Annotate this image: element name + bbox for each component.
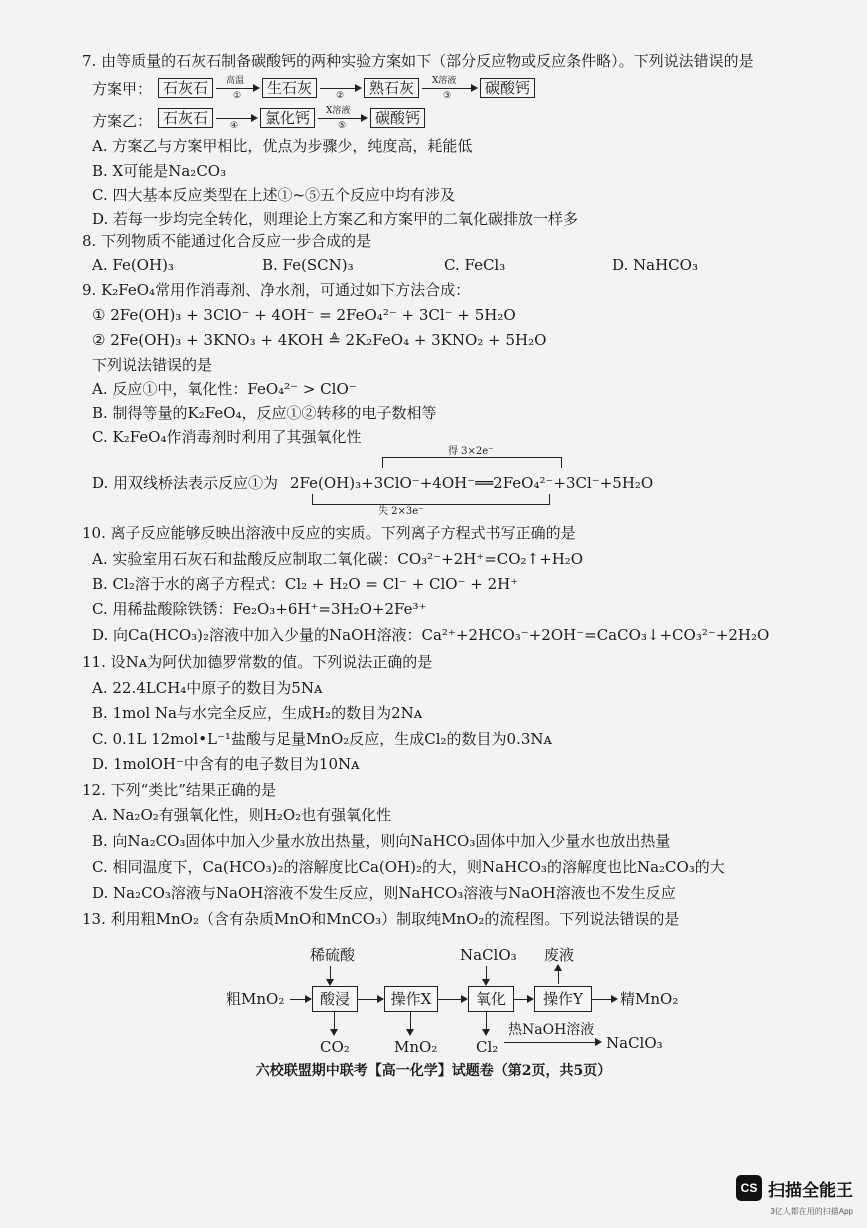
- q13-output: 精MnO₂: [620, 990, 679, 1008]
- q8-option-c: C. FeCl₃: [444, 256, 506, 274]
- q7-plan-b-arrow-1-num: ④: [230, 121, 239, 131]
- q13-stem: 13. 利用粗MnO₂（含有杂质MnO和MnCO₃）制取纯MnO₂的流程图。下列说法错误的是: [82, 910, 680, 928]
- q8-stem: 8. 下列物质不能通过化合反应一步合成的是: [82, 232, 372, 250]
- q7-plan-b-arrow-2: [318, 118, 366, 119]
- q12-option-d: D. Na₂CO₃溶液与NaOH溶液不发生反应，则NaHCO₃溶液与NaOH溶液也不发生反应: [92, 884, 676, 902]
- q7-plan-b-arrow-2-num: ⑤: [338, 121, 347, 131]
- q7-plan-b-box-3: 碳酸钙: [370, 108, 425, 128]
- q7-plan-a-arrow-2: [320, 88, 360, 89]
- q7-plan-a-arrow-3-num: ③: [443, 91, 452, 101]
- q7-stem: 7. 由等质量的石灰石制备碳酸钙的两种实验方案如下（部分反应物或反应条件略）。下列说法错误的是: [82, 52, 754, 70]
- q9-sub-stem: 下列说法错误的是: [92, 356, 213, 374]
- q9-lose-bracket: [312, 494, 550, 505]
- q12-option-c: C. 相同温度下，Ca(HCO₃)₂的溶解度比Ca(OH)₂的大，则NaHCO₃的溶解度也比Na₂CO₃的大: [92, 858, 725, 876]
- q10-option-a: A. 实验室用石灰石和盐酸反应制取二氧化碳：CO₃²⁻+2H⁺=CO₂↑+H₂O: [92, 550, 584, 568]
- q9-option-a: A. 反应①中，氧化性：FeO₄²⁻ > ClO⁻: [92, 380, 357, 398]
- q9-equation-1: ① 2Fe(OH)₃ + 3ClO⁻ + 4OH⁻ = 2FeO₄²⁻ + 3Cl⁻ + 5H₂O: [92, 306, 516, 324]
- q13-arrow-2: [438, 999, 466, 1000]
- scanner-watermark: [736, 1175, 853, 1201]
- q9-gain-label: 得 3×2e⁻: [448, 446, 494, 457]
- q7-plan-a-arrow-3: [422, 88, 476, 89]
- q7-option-a: A. 方案乙与方案甲相比，优点为步骤少，纯度高，耗能低: [92, 137, 473, 155]
- q13-acid-arrow: [330, 966, 331, 984]
- q11-option-a: A. 22.4LCH₄中原子的数目为5Nᴀ: [92, 679, 323, 697]
- q13-out-cl2: Cl₂: [476, 1038, 499, 1056]
- q9-equation-2: ② 2Fe(OH)₃ + 3KNO₃ + 4KOH ≜ 2K₂FeO₄ + 3KNO₂ + 5H₂O: [92, 331, 547, 349]
- q13-mno2-arrow: [410, 1012, 411, 1034]
- q12-stem: 12. 下列“类比”结果正确的是: [82, 781, 276, 799]
- q11-stem: 11. 设Nᴀ为阿伏加德罗常数的值。下列说法正确的是: [82, 653, 433, 671]
- q13-arrow-out: [592, 999, 616, 1000]
- q13-arrow-in: [290, 999, 310, 1000]
- q13-waste-arrow: [558, 966, 559, 984]
- q7-plan-b-arrow-2-cond: X溶液: [326, 106, 351, 116]
- q7-plan-b-arrow-1: [216, 118, 256, 119]
- q13-step-1: 酸浸: [312, 986, 358, 1012]
- q7-option-c: C. 四大基本反应类型在上述①~⑤五个反应中均有涉及: [92, 186, 456, 204]
- q9-option-d-prefix: D. 用双线桥法表示反应①为: [92, 474, 279, 492]
- q9-option-b: B. 制得等量的K₂FeO₄，反应①②转移的电子数相等: [92, 404, 437, 422]
- q12-option-a: A. Na₂O₂有强氧化性，则H₂O₂也有强氧化性: [92, 806, 392, 824]
- q10-stem: 10. 离子反应能够反映出溶液中反应的实质。下列离子方程式书写正确的是: [82, 524, 576, 542]
- q13-step-3: 氧化: [468, 986, 514, 1012]
- q13-out-mno2: MnO₂: [394, 1038, 438, 1056]
- q13-step-2: 操作X: [384, 986, 438, 1012]
- q7-plan-a-box-4: 碳酸钙: [480, 78, 535, 98]
- q10-option-d: D. 向Ca(HCO₃)₂溶液中加入少量的NaOH溶液：Ca²⁺+2HCO₃⁻+2OH⁻=CaCO₃↓+CO₃²⁻+2H₂O: [92, 626, 770, 644]
- q7-plan-b-box-2: 氯化钙: [260, 108, 315, 128]
- q7-plan-a-arrow-1: [216, 88, 258, 89]
- q8-option-d: D. NaHCO₃: [612, 256, 698, 274]
- q13-branch-product: NaClO₃: [606, 1034, 663, 1052]
- q12-option-b: B. 向Na₂CO₃固体中加入少量水放出热量，则向NaHCO₃固体中加入少量水也放出热量: [92, 832, 671, 850]
- q13-arrow-3: [514, 999, 532, 1000]
- q8-option-a: A. Fe(OH)₃: [92, 256, 174, 274]
- q13-naclo3-arrow: [486, 966, 487, 984]
- q7-option-b: B. X可能是Na₂CO₃: [92, 162, 227, 180]
- q13-reagent-naclo3: NaClO₃: [460, 946, 517, 964]
- q10-option-c: C. 用稀盐酸除铁锈：Fe₂O₃+6H⁺=3H₂O+2Fe³⁺: [92, 600, 427, 618]
- q9-option-d-equation: 2Fe(OH)₃+3ClO⁻+4OH⁻══2FeO₄²⁻+3Cl⁻+5H₂O: [290, 474, 654, 492]
- q13-branch-arrow: [504, 1042, 600, 1043]
- page-footer: 六校联盟期中联考【高一化学】试题卷（第2页，共5页）: [255, 1063, 612, 1079]
- q7-plan-a-label: 方案甲：: [92, 80, 153, 98]
- q13-input: 粗MnO₂: [226, 990, 285, 1008]
- q10-option-b: B. Cl₂溶于水的离子方程式：Cl₂ + H₂O = Cl⁻ + ClO⁻ + 2H⁺: [92, 575, 519, 593]
- q13-reagent-acid: 稀硫酸: [310, 946, 356, 964]
- q9-lose-label: 失 2×3e⁻: [378, 506, 424, 517]
- q7-option-d: D. 若每一步均完全转化，则理论上方案乙和方案甲的二氧化碳排放一样多: [92, 210, 579, 228]
- q7-plan-a-box-2: 生石灰: [262, 78, 317, 98]
- q11-option-d: D. 1molOH⁻中含有的电子数目为10Nᴀ: [92, 755, 360, 773]
- scanner-subtitle: 3亿人都在用的扫描App: [770, 1207, 853, 1216]
- q9-option-c: C. K₂FeO₄作消毒剂时利用了其强氧化性: [92, 428, 362, 446]
- q11-option-c: C. 0.1L 12mol•L⁻¹盐酸与足量MnO₂反应，生成Cl₂的数目为0.3Nᴀ: [92, 730, 553, 748]
- q7-plan-b-box-1: 石灰石: [158, 108, 213, 128]
- q7-plan-b-label: 方案乙：: [92, 112, 153, 130]
- q13-out-co2: CO₂: [320, 1038, 350, 1056]
- q13-cl2-arrow: [486, 1012, 487, 1034]
- q7-plan-a-arrow-2-num: ②: [336, 91, 345, 101]
- q7-plan-a-arrow-3-cond: X溶液: [432, 76, 457, 86]
- q7-plan-a-box-1: 石灰石: [158, 78, 213, 98]
- q8-option-b: B. Fe(SCN)₃: [262, 256, 354, 274]
- q9-stem: 9. K₂FeO₄常用作消毒剂、净水剂，可通过如下方法合成：: [82, 281, 471, 299]
- q9-gain-bracket: [382, 457, 562, 468]
- q11-option-b: B. 1mol Na与水完全反应，生成H₂的数目为2Nᴀ: [92, 704, 423, 722]
- scanner-logo-icon: CS: [736, 1175, 762, 1201]
- q13-branch-label: 热NaOH溶液: [508, 1022, 595, 1038]
- q7-plan-a-arrow-1-cond: 高温: [226, 76, 245, 86]
- q13-waste: 废液: [544, 946, 575, 964]
- q7-plan-a-arrow-1-num: ①: [233, 91, 242, 101]
- q13-arrow-1: [358, 999, 382, 1000]
- q13-co2-arrow: [334, 1012, 335, 1034]
- q7-plan-a-box-3: 熟石灰: [364, 78, 419, 98]
- q13-step-4: 操作Y: [534, 986, 592, 1012]
- scanner-title: 扫描全能王: [768, 1180, 853, 1200]
